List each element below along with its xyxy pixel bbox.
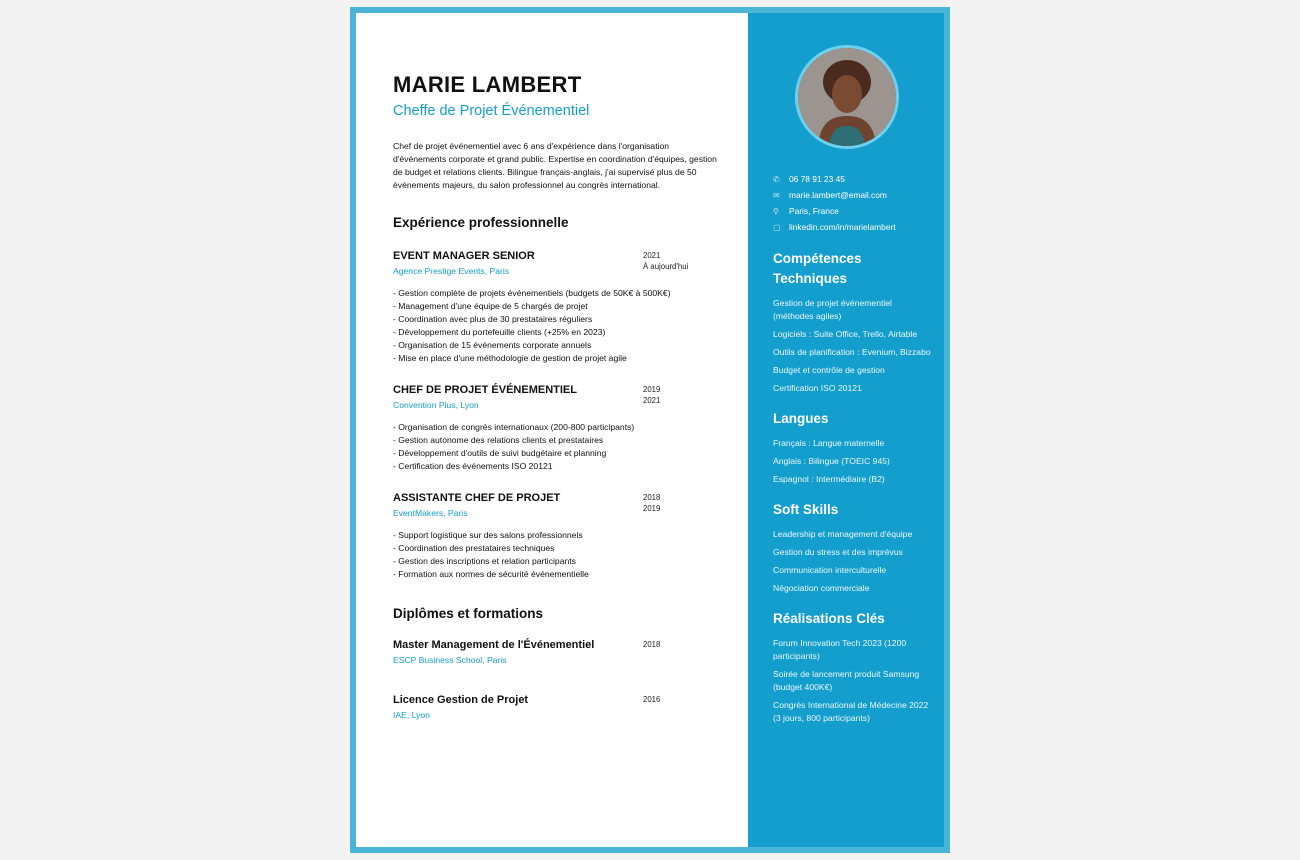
bullet-item: - Gestion des inscriptions et relation participants xyxy=(393,556,576,566)
achievements-list xyxy=(773,637,931,725)
bullet-item: - Développement d'outils de suivi budgétaire et planning xyxy=(393,448,607,458)
soft-skill-item: Négociation commerciale xyxy=(773,583,870,593)
bullet-item: - Formation aux normes de sécurité événementielle xyxy=(393,569,589,579)
job-entry xyxy=(393,383,718,473)
language-item: Français : Langue maternelle xyxy=(773,438,885,448)
job-company: EventMakers, Paris xyxy=(393,508,468,518)
achievements-heading: Réalisations Clés xyxy=(773,611,885,626)
achievement-item: Congrès International de Médecine 2022 (3 jours, 800 participants) xyxy=(773,700,929,723)
job-dates xyxy=(643,250,688,272)
profile-photo xyxy=(795,45,899,149)
job-dates xyxy=(643,384,660,406)
job-end: À aujourd'hui xyxy=(643,262,689,271)
job-start: 2021 xyxy=(643,251,661,260)
contact-email[interactable] xyxy=(773,187,930,203)
bullet-item: - Gestion autonome des relations clients et prestataires xyxy=(393,435,604,445)
achievement-item: Forum Innovation Tech 2023 (1200 participants) xyxy=(773,638,907,661)
skills-heading: Compétences Techniques xyxy=(773,251,862,286)
job-title: EVENT MANAGER SENIOR xyxy=(393,250,535,262)
degree-year: 2016 xyxy=(643,695,661,704)
bullet-item: - Certification des événements ISO 20121 xyxy=(393,461,553,471)
contact-linkedin[interactable] xyxy=(773,219,930,235)
degree-school: ESCP Business School, Paris xyxy=(393,655,507,665)
resume-page xyxy=(350,7,950,853)
degree-title: Licence Gestion de Projet xyxy=(393,694,529,706)
soft-skills-heading: Soft Skills xyxy=(773,502,839,517)
job-role: Cheffe de Projet Événementiel xyxy=(393,103,590,119)
degree-year: 2018 xyxy=(643,640,661,649)
skills-list xyxy=(773,297,931,395)
experience-heading: Expérience professionnelle xyxy=(393,215,569,230)
skill-item: Gestion de projet événementiel (méthodes agiles) xyxy=(773,298,892,321)
phone-text: 06 78 91 23 45 xyxy=(789,174,845,184)
education-entry xyxy=(393,693,718,722)
job-start: 2019 xyxy=(643,385,661,394)
degree-school: IAE, Lyon xyxy=(393,710,430,720)
bullet-item: - Organisation de 15 événements corporate annuels xyxy=(393,340,592,350)
bullet-item: - Mise en place d'une méthodologie de gestion de projet agile xyxy=(393,353,627,363)
job-end: 2019 xyxy=(643,504,661,513)
bullet-item: - Organisation de congrès internationaux (200-800 participants) xyxy=(393,422,635,432)
bullet-item: - Coordination des prestataires techniques xyxy=(393,543,555,553)
degree-title: Master Management de l'Événementiel xyxy=(393,639,595,651)
soft-skills-list xyxy=(773,528,931,595)
email-icon: ✉ xyxy=(773,190,780,200)
job-dates xyxy=(643,492,660,514)
job-bullets xyxy=(393,529,713,581)
contact-phone[interactable] xyxy=(773,171,930,187)
location-text: Paris, France xyxy=(789,206,839,216)
linkedin-text: linkedin.com/in/marielambert xyxy=(789,222,896,232)
location-pin-icon: ⚲ xyxy=(773,206,779,216)
soft-skill-item: Leadership et management d'équipe xyxy=(773,529,913,539)
job-entry xyxy=(393,249,718,365)
job-title: CHEF DE PROJET ÉVÉNEMENTIEL xyxy=(393,384,577,396)
bullet-item: - Coordination avec plus de 30 prestataires réguliers xyxy=(393,314,593,324)
portrait-image xyxy=(798,48,896,146)
contact-location xyxy=(773,203,930,219)
skill-item: Outils de planification : Evenium, Bizzabo xyxy=(773,347,931,357)
soft-skill-item: Communication interculturelle xyxy=(773,565,887,575)
education-heading: Diplômes et formations xyxy=(393,606,544,621)
job-company: Convention Plus, Lyon xyxy=(393,400,479,410)
sidebar xyxy=(748,13,944,847)
job-entry xyxy=(393,491,718,581)
skill-item: Certification ISO 20121 xyxy=(773,383,862,393)
bullet-item: - Gestion complète de projets événementiels (budgets de 50K€ à 500K€) xyxy=(393,288,671,298)
profile-summary: Chef de projet événementiel avec 6 ans d'expérience dans l'organisation d'événements corporate et grand public. Expertise en coordination d'équipes, gestion de budget et relations clients. Bilingue français-anglais, j'ai supervisé plus de 50 événements majeurs, du salon professionnel au congrès international. xyxy=(393,141,717,190)
achievement-item: Soirée de lancement produit Samsung (budget 400K€) xyxy=(773,669,920,692)
bullet-item: - Développement du portefeuille clients (+25% en 2023) xyxy=(393,327,606,337)
job-start: 2018 xyxy=(643,493,661,502)
job-company: Agence Prestige Events, Paris xyxy=(393,266,510,276)
job-title: ASSISTANTE CHEF DE PROJET xyxy=(393,492,561,504)
soft-skill-item: Gestion du stress et des imprévus xyxy=(773,547,903,557)
skill-item: Budget et contrôle de gestion xyxy=(773,365,885,375)
language-item: Espagnol : Intermédiaire (B2) xyxy=(773,474,885,484)
bullet-item: - Support logistique sur des salons professionnels xyxy=(393,530,583,540)
skill-item: Logiciels : Suite Office, Trello, Airtable xyxy=(773,329,918,339)
job-bullets xyxy=(393,421,713,473)
languages-heading: Langues xyxy=(773,411,829,426)
candidate-name: MARIE LAMBERT xyxy=(393,72,582,97)
job-end: 2021 xyxy=(643,396,661,405)
job-bullets xyxy=(393,287,713,365)
language-item: Anglais : Bilingue (TOEIC 945) xyxy=(773,456,890,466)
main-column xyxy=(356,13,748,847)
languages-list xyxy=(773,437,931,486)
phone-icon: ✆ xyxy=(773,174,780,184)
email-text: marie.lambert@email.com xyxy=(789,190,887,200)
bullet-item: - Management d'une équipe de 5 chargés de projet xyxy=(393,301,588,311)
linkedin-icon: ▢ xyxy=(773,222,781,232)
contact-list xyxy=(773,171,930,235)
education-entry xyxy=(393,638,718,667)
